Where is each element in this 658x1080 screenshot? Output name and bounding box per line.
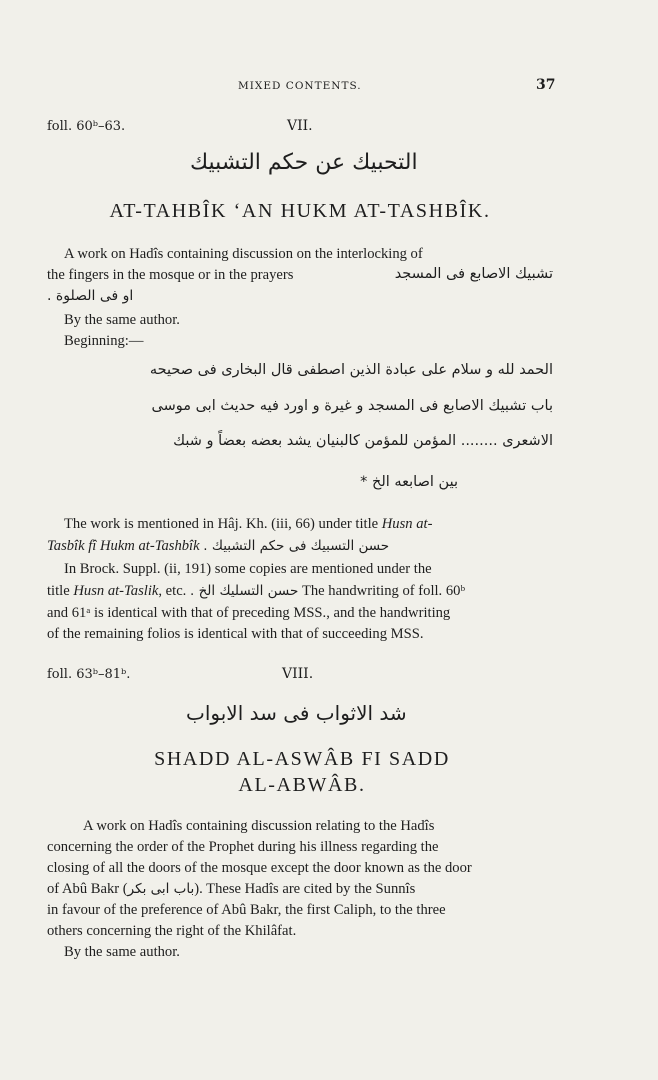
section7-desc-line2: the fingers in the mosque or in the prayers (47, 267, 294, 283)
note2-text-b: , etc. (158, 583, 187, 599)
section7-folios: foll. 60ᵇ–63. (47, 119, 126, 134)
note2-text-c: The handwriting of foll. 60ᵇ (301, 583, 465, 599)
beginning-arabic-line: بين اصابعه الخ * (360, 474, 458, 490)
note2-title: Husn at-Taslik (73, 583, 159, 599)
section7-note2-line3: and 61ᵃ is identical with that of preceding MSS., and the handwriting (47, 605, 451, 621)
note1-title-a: Husn at- (381, 516, 433, 532)
section8-desc-line6: others concerning the right of the Khilâfat. (47, 923, 297, 939)
note1-title-b: Tasbîk fî Hukm at-Tashbîk (47, 538, 200, 554)
section7-note2-line2 (47, 583, 465, 600)
section7-note2-line4: of the remaining folios is identical with that of succeeding MSS. (47, 626, 424, 642)
section7-desc-line1: A work on Hadîs containing discussion on the interlocking of (64, 246, 423, 262)
desc4-text-b: ). These Hadîs are cited by the Sunnîs (194, 881, 416, 897)
page-number: 37 (536, 77, 556, 93)
desc4-text-a: of Abû Bakr ( (47, 881, 128, 897)
section8-title-line1: SHADD AL-ASWÂB FI SADD (154, 748, 450, 770)
desc4-arabic: باب ابى بكر (127, 881, 195, 897)
section8-desc-line2: concerning the order of the Prophet during his illness regarding the (47, 839, 439, 855)
section7-note2-line1: In Brock. Suppl. (ii, 191) some copies are mentioned under the (64, 561, 432, 577)
section7-arabic-title: التحبيك عن حكم التشبيك (190, 150, 418, 175)
beginning-arabic-line: الاشعرى ........ المؤمن للمؤمن كالبنيان يشد بعضه بعضاً و شبك (173, 433, 553, 449)
section8-desc-line3: closing of all the doors of the mosque except the door known as the door (47, 860, 472, 876)
section8-title-line2: AL-ABWÂB. (238, 774, 366, 796)
section7-beginning: Beginning:— (64, 333, 144, 349)
running-title: MIXED CONTENTS. (238, 80, 362, 92)
section7-numeral: VII. (287, 118, 313, 134)
section8-numeral: VIII. (282, 666, 314, 682)
section8-folios: foll. 63ᵇ–81ᵇ. (47, 667, 131, 682)
section7-note1-line1 (64, 516, 432, 533)
section7-desc-arabic2: او فى الصلوة . (47, 288, 134, 304)
section8-desc-line5: in favour of the preference of Abû Bakr, the first Caliph, to the three (47, 902, 446, 918)
section7-author: By the same author. (64, 312, 180, 328)
beginning-arabic-line: الحمد لله و سلام على عبادة الذين اصطفى قال البخارى فى صحيحه (149, 362, 553, 378)
section7-note1-line2 (47, 538, 389, 555)
section7-title: AT-TAHBÎK ‘AN HUKM AT-TASHBÎK. (109, 200, 491, 222)
beginning-arabic-line: باب تشبيك الاصابع فى المسجد و غيرة و اورد فيه حديث ابى موسى (151, 398, 553, 414)
section8-author: By the same author. (64, 944, 180, 960)
note1-arabic: حسن التسبيك فى حكم التشبيك . (203, 538, 390, 554)
note1-text: The work is mentioned in Hâj. Kh. (iii, 66) under title (64, 516, 379, 532)
section7-desc-arabic1: تشبيك الاصابع فى المسجد (394, 266, 553, 282)
note2-text-a: title (47, 583, 70, 599)
section8-desc-line4 (47, 881, 415, 898)
section8-arabic-title: شد الاثواب فى سد الابواب (186, 701, 407, 725)
section8-desc-line1: A work on Hadîs containing discussion relating to the Hadîs (83, 818, 435, 834)
note2-arabic: حسن التسليك الخ . (190, 583, 299, 599)
